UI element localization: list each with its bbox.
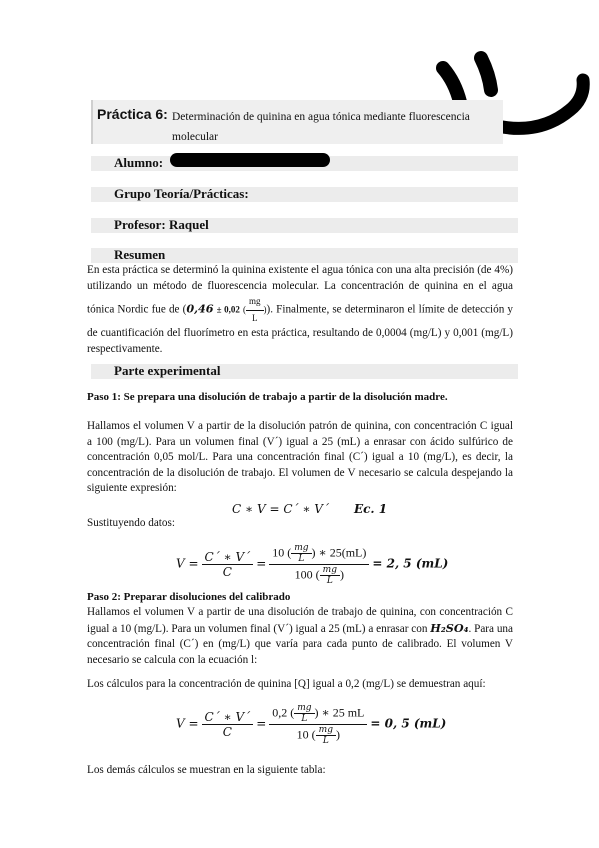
profesor-label: Profesor: Raquel [114,217,209,232]
eq3-lhs: V = [176,716,199,731]
paso2-paragraph: Hallamos el volumen V a partir de una disolución de trabajo de quinina, con concentración C igual a 10 (mg/L). Para un volumen final (V´) igual a 25 (mL) a enrasar con H₂SO₄. Para una concentración final (C´) en (mg/L) que varía para cada punto de calibrado. El volumen V necesario se calcula con la ecuación l: [87,606,513,666]
parte-experimental-heading: Parte experimental [114,363,221,378]
resumen-text-2: ). Finalmente, se determinaron el límite de detección y de cuantificación del fluorímetro en esta práctica, resultando de 0,0004 (mg/L) y 0,001 (mg/L) respectivamente. [87,303,513,355]
eq3-result: = 0, 5 (mL) [370,716,447,731]
eq3-frac2: 0,2 ( $\frac{mg}{L}$ ) ∗ 25 mL 10 ( $\frac{mg}{L}$ ) [269,703,367,746]
practice-label: Práctica 6: [97,106,168,122]
redaction-mark [170,153,330,167]
resumen-paragraph: En esta práctica se determinó la quinina existente el agua tónica con una alta precisión (de 4%) utilizando un método de fluorescencia molecular. La concentración de quinina en el agua tónica Nordic fue de (0,46 ± 0,02 ( $\frac{mg}{L}$ )). Finalmente, se determinaron el límite de detección y de cuantificación del fluorímetro en esta práctica, resultando de 0,0004 (mg/L) y 0,001 (mg/L) respectivamente. [87,264,513,355]
alumno-label: Alumno: [114,155,164,170]
sustituyendo-text: Sustituyendo datos: [87,517,175,529]
equation-1 [232,502,387,517]
eq2-result: = 2, 5 (mL) [372,556,449,571]
eq2-frac1: $\frac{C´ ∗ V´}{C}$ [202,550,254,579]
eq2-frac2: 10 ( $\frac{mg}{L}$ ) ∗ 25(mL) 100 ( $\frac{mg}{L}$ ) [269,543,369,586]
resumen-pm: ± 0,02 [216,304,240,315]
resumen-text-1: En esta práctica se determinó la quinina existente el agua tónica con una alta precisión (de 4%) utilizando un método de fluorescencia molecular. La concentración de quinina en el agua tónica Nordic fue de ( [87,264,513,316]
tabla-text: Los demás cálculos se muestran en la siguiente tabla: [87,764,326,776]
eq3-frac1: $\frac{C´ ∗ V´}{C}$ [202,710,254,739]
calc-text: Los cálculos para la concentración de quinina [Q] igual a 0,2 (mg/L) se demuestran aquí: [87,678,486,690]
paso1-paragraph: Hallamos el volumen V a partir de la disolución patrón de quinina, con concentración C igual a 100 (mg/L). Para un volumen final (V´) igual a 25 (mL) a enrasar con ácido sulfúrico de concentración 0,05 mol/L. Para una concentración final (C´) igual a 10 (mg/L), es decir, la concentración de la disolución de trabajo. El volumen de V necesario se calcula despejando la siguiente expresión: [87,420,513,495]
resumen-heading: Resumen [114,247,166,262]
equation-3: V = $\frac{C´ ∗ V´}{C}$ = 0,2 ( $\frac{mg}{L}$ ) ∗ 25 mL 10 ( $\frac{mg}{L}$ ) = 0, 5 (mL) [176,703,447,746]
eq2-lhs: V = [176,556,199,571]
equation-2: V = $\frac{C´ ∗ V´}{C}$ = 10 ( $\frac{mg}{L}$ ) ∗ 25(mL) 100 ( $\frac{mg}{L}$ ) = 2, 5 (mL) [176,543,449,586]
equation-1-body: C ∗ V = C´ ∗ V´ [232,502,329,516]
resumen-unit: $\frac{mg}{L}$ [246,294,264,326]
paso1-title: Paso 1: Se prepara una disolución de trabajo a partir de la disolución madre. [87,391,448,403]
equation-1-label: Ec. 1 [353,502,388,516]
practice-title: Determinación de quinina en agua tónica mediante fluorescencia molecular [172,111,470,143]
grupo-label: Grupo Teoría/Prácticas: [114,186,249,201]
paso2-title: Paso 2: Preparar disoluciones del calibrado [87,591,291,603]
h2so4-formula: H₂SO₄ [430,620,469,635]
resumen-value: 0,46 [186,301,214,316]
